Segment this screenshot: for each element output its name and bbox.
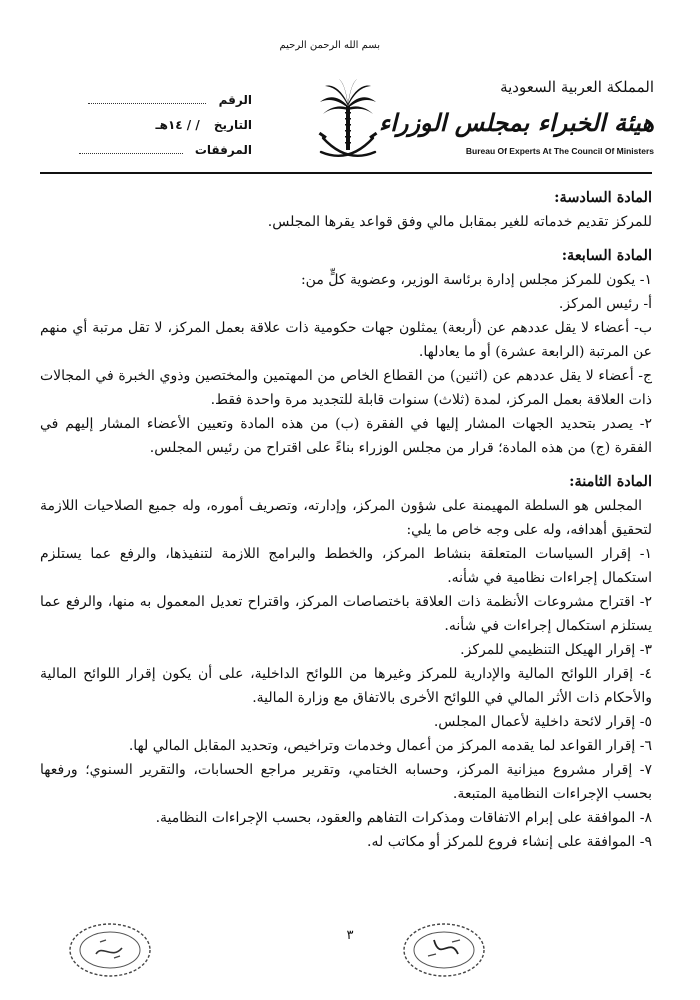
article-8-item: ٨- الموافقة على إبرام الاتفاقات ومذكرات التفاهم والعقود، بحسب الإجراءات النظامية. [155, 810, 652, 826]
article-8-item: ٤- إقرار اللوائح المالية والإدارية للمركز وغيرها من اللوائح الداخلية، على أن يكون إقرار اللوائح المالية والأحكام ذات الأثر المالي في اللوائح الأخرى بالاتفاق مع وزارة المالية. [40, 666, 652, 706]
date-value: / / ١٤هـ [155, 118, 200, 132]
article-6-text: للمركز تقديم خدماته للغير بمقابل مالي وفق قواعد يقرها المجلس. [267, 214, 652, 230]
date-field [52, 118, 252, 132]
official-stamp-icon [400, 920, 488, 980]
article-8-item: ٥- إقرار لائحة داخلية لأعمال المجلس. [433, 714, 652, 730]
article-6-heading: المادة السادسة: [554, 189, 652, 206]
article-8-item: ٦- إقرار القواعد لما يقدمه المركز من أعمال وخدمات وتراخيص، وتحديد المقابل المالي لها. [128, 738, 652, 754]
document-body [40, 186, 652, 854]
article-7-clause-2: ٢- يصدر بتحديد الجهات المشار إليها في الفقرة (ب) من هذه المادة وتعيين الأعضاء المشار إليهم في الفقرة (ج) من هذه المادة؛ قرار من مجلس الوزراء بناءً على اقتراح من رئيس المجلس. [40, 416, 652, 456]
number-label: الرقم [218, 93, 252, 107]
attachments-label: المرفقات [194, 143, 252, 157]
article-8-heading: المادة الثامنة: [569, 473, 652, 490]
number-line [88, 93, 206, 104]
article-8-item: ٢- اقتراح مشروعات الأنظمة ذات العلاقة باختصاصات المركز، واقتراح تعديل المعمول به منها، والرفع عما يستلزم استكمال إجراءات في شأنه. [40, 594, 652, 634]
kingdom-title: المملكة العربية السعودية [500, 78, 654, 96]
article-7-item-c: ج- أعضاء لا يقل عددهم عن (اثنين) من القطاع الخاص من المهتمين والمختصين وذوي الخبرة في المجالات ذات العلاقة بعمل المركز، لمدة (ثلاث) سنوات قابلة للتجديد مرة واحدة فقط. [40, 368, 652, 408]
header-divider [40, 172, 652, 174]
number-field [52, 93, 252, 107]
article-8-item: ٧- إقرار مشروع ميزانية المركز، وحسابه الختامي، وتقرير مراجع الحسابات، والتقرير السنوي؛ ورفعها بحسب الإجراءات النظامية المتبعة. [40, 762, 652, 802]
article-7-item-a: أ- رئيس المركز. [558, 296, 652, 312]
article-8-item: ٩- الموافقة على إنشاء فروع للمركز أو مكاتب له. [367, 834, 652, 850]
basmala-calligraphy: بسم الله الرحمن الرحيم [279, 40, 380, 51]
page-number: ٣ [346, 928, 354, 943]
official-stamp-icon [66, 920, 154, 980]
article-8-item: ٣- إقرار الهيكل التنظيمي للمركز. [460, 642, 652, 658]
article-7-clause-1: ١- يكون للمركز مجلس إدارة برئاسة الوزير، وعضوية كلٍّ من: [300, 272, 652, 288]
saudi-emblem-icon [317, 78, 379, 168]
article-8-intro: المجلس هو السلطة المهيمنة على شؤون المركز، وإدارته، وتصريف أموره، وله جميع الصلاحيات اللازمة لتحقيق أهدافه، وله على وجه خاص ما يلي: [40, 498, 652, 538]
bureau-title-english: Bureau Of Experts At The Council Of Ministers [465, 146, 654, 156]
article-7-heading: المادة السابعة: [561, 247, 652, 264]
date-label: التاريخ [213, 118, 252, 132]
attachments-line [79, 143, 183, 154]
bureau-title-arabic: هيئة الخبراء بمجلس الوزراء [378, 108, 654, 137]
attachments-field [52, 143, 252, 157]
article-8-item: ١- إقرار السياسات المتعلقة بنشاط المركز، والخطط والبرامج اللازمة لتنفيذها، والرفع عما يستلزم استكمال إجراءات نظامية في شأنه. [40, 546, 652, 586]
article-7-item-b: ب- أعضاء لا يقل عددهم عن (أربعة) يمثلون جهات حكومية ذات علاقة بعمل المركز، لا تقل مرتبة أي منهم عن المرتبة (الرابعة عشرة) أو ما يعادلها. [40, 320, 652, 360]
